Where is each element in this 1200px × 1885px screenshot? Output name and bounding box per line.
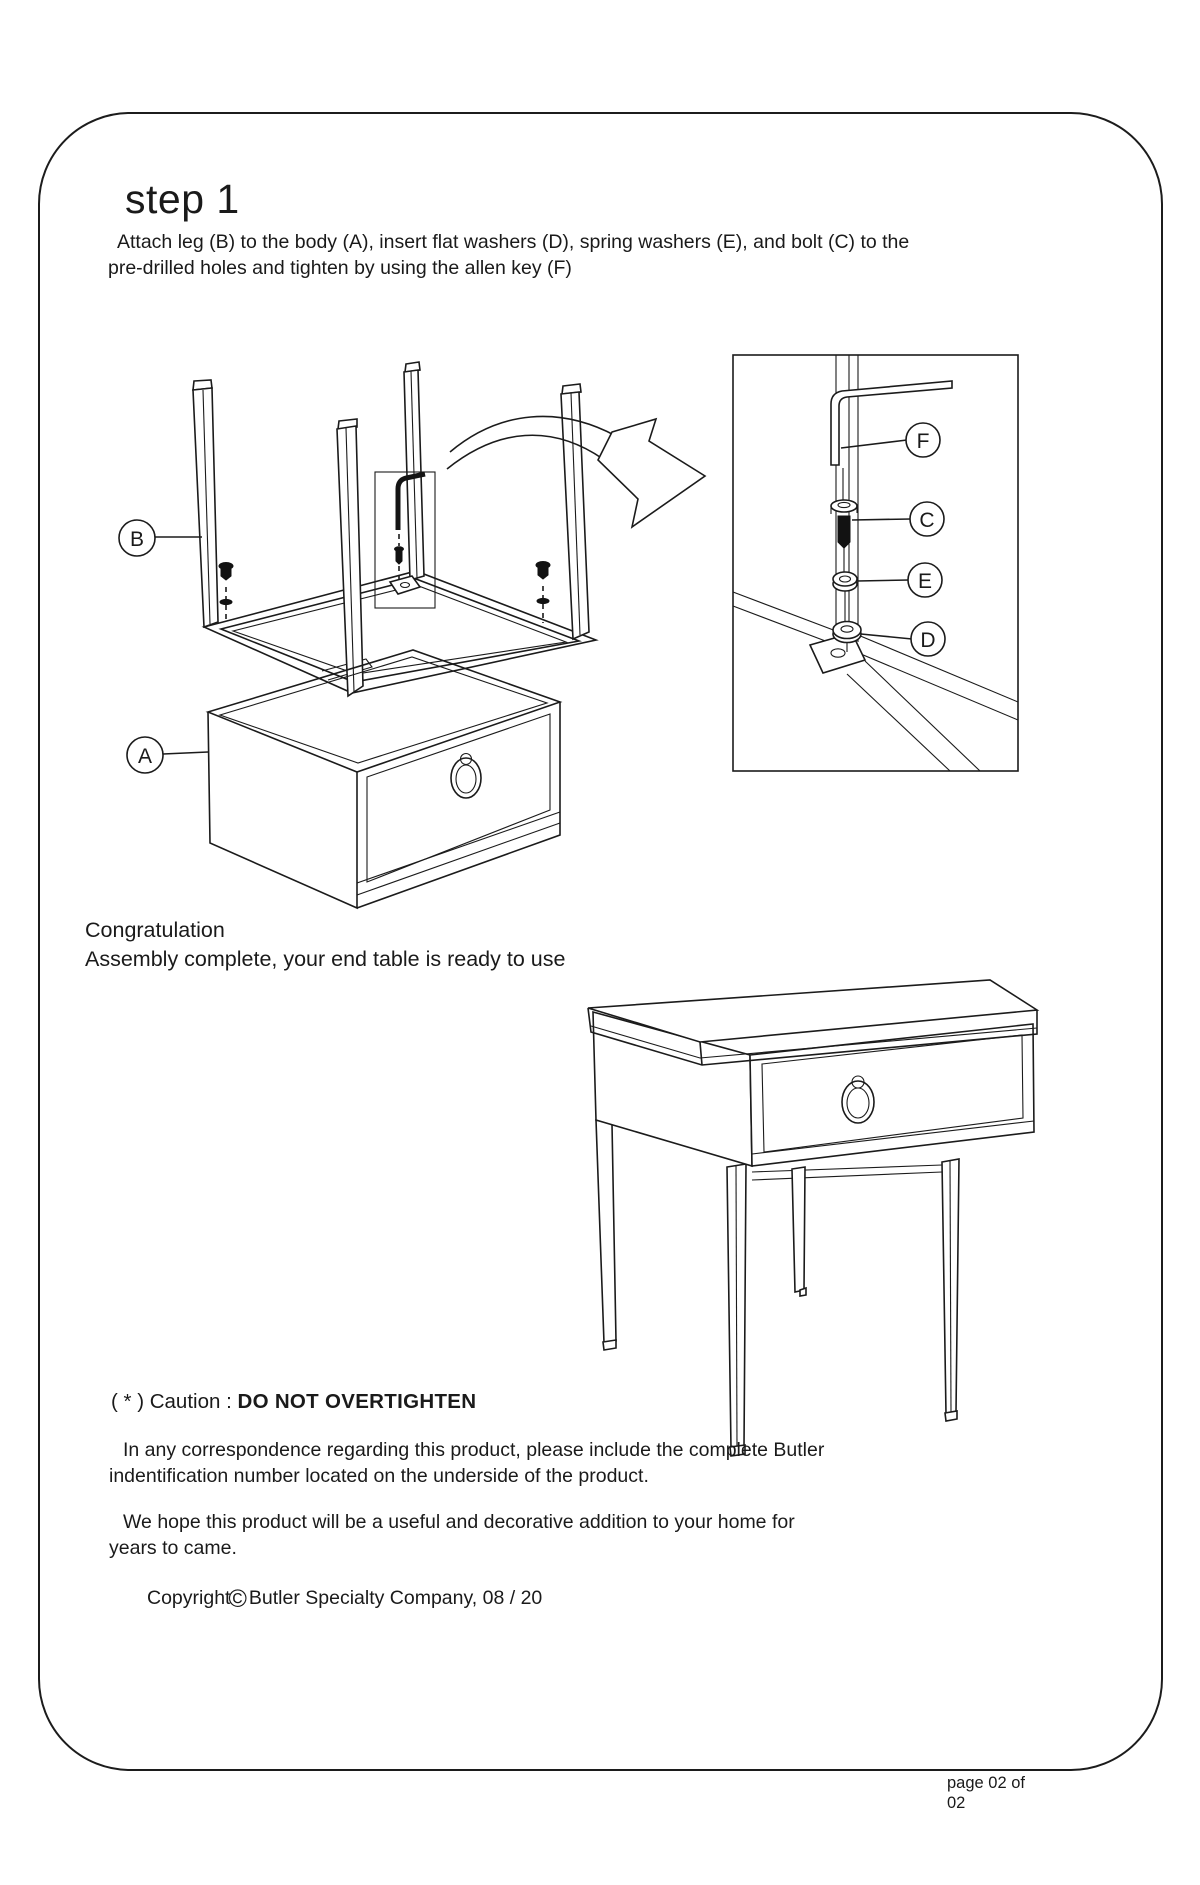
instruction-line-1: Attach leg (B) to the body (A), insert flat washers (D), spring washers (E), and bolt (C) to the [117, 231, 910, 253]
caution-warning: DO NOT OVERTIGHTEN [237, 1390, 477, 1413]
detail-callout-box [700, 340, 1030, 785]
assembled-body-drawing [593, 1012, 1034, 1166]
closing-line-2: years to came. [109, 1536, 237, 1559]
part-label-f-text: F [916, 430, 930, 453]
part-label-c-text: C [919, 509, 935, 532]
part-label-d-text: D [920, 629, 936, 652]
instruction-paragraph [108, 229, 909, 281]
detail-spring-washer-drawing [833, 572, 857, 591]
detail-bolt-drawing [831, 500, 857, 548]
bolt-right-drawing [536, 562, 550, 624]
correspondence-line-2: indentification number located on the underside of the product. [109, 1464, 649, 1487]
part-label-d [861, 622, 945, 656]
part-label-a [127, 737, 208, 773]
caution-line [111, 1390, 476, 1414]
part-label-a-text: A [137, 745, 153, 768]
assembled-table-diagram [470, 970, 1050, 1470]
closing-paragraph [109, 1510, 795, 1561]
caution-prefix: ( * ) Caution : [111, 1390, 238, 1413]
page-number-line-1: page 02 of [947, 1774, 1025, 1792]
part-label-e-text: E [917, 570, 933, 593]
copyright-symbol: © [228, 1585, 247, 1613]
part-label-e [857, 563, 942, 597]
assembled-legs-drawing [596, 1120, 959, 1456]
instruction-line-2: pre-drilled holes and tighten by using the allen key (F) [108, 257, 572, 279]
congratulation-heading: Congratulation [85, 918, 225, 942]
copyright-line [147, 1585, 542, 1614]
correspondence-paragraph [109, 1438, 824, 1489]
copyright-word: Copyright [147, 1587, 231, 1609]
part-label-c [852, 502, 944, 536]
closing-line-1: We hope this product will be a useful and decorative addition to your home for [123, 1511, 795, 1533]
part-label-b-text: B [129, 528, 145, 551]
page-number-line-2: 02 [947, 1794, 966, 1812]
copyright-company: Butler Specialty Company, 08 / 20 [248, 1587, 543, 1609]
detail-apron-drawing [733, 592, 1018, 771]
detail-flat-washer-drawing [833, 622, 861, 643]
correspondence-line-1: In any correspondence regarding this product, please include the complete Butler [123, 1439, 825, 1461]
congratulation-block [85, 916, 565, 973]
bolt-left-drawing [219, 563, 233, 621]
step-title: step 1 [125, 176, 240, 222]
part-label-f [841, 423, 940, 457]
congratulation-line: Assembly complete, your end table is ready to use [85, 946, 566, 971]
part-label-b [119, 520, 202, 556]
table-body-drawing [208, 650, 560, 908]
exploded-assembly-diagram [60, 290, 720, 950]
page-number [947, 1773, 1025, 1813]
table-legs-drawing [193, 362, 589, 696]
